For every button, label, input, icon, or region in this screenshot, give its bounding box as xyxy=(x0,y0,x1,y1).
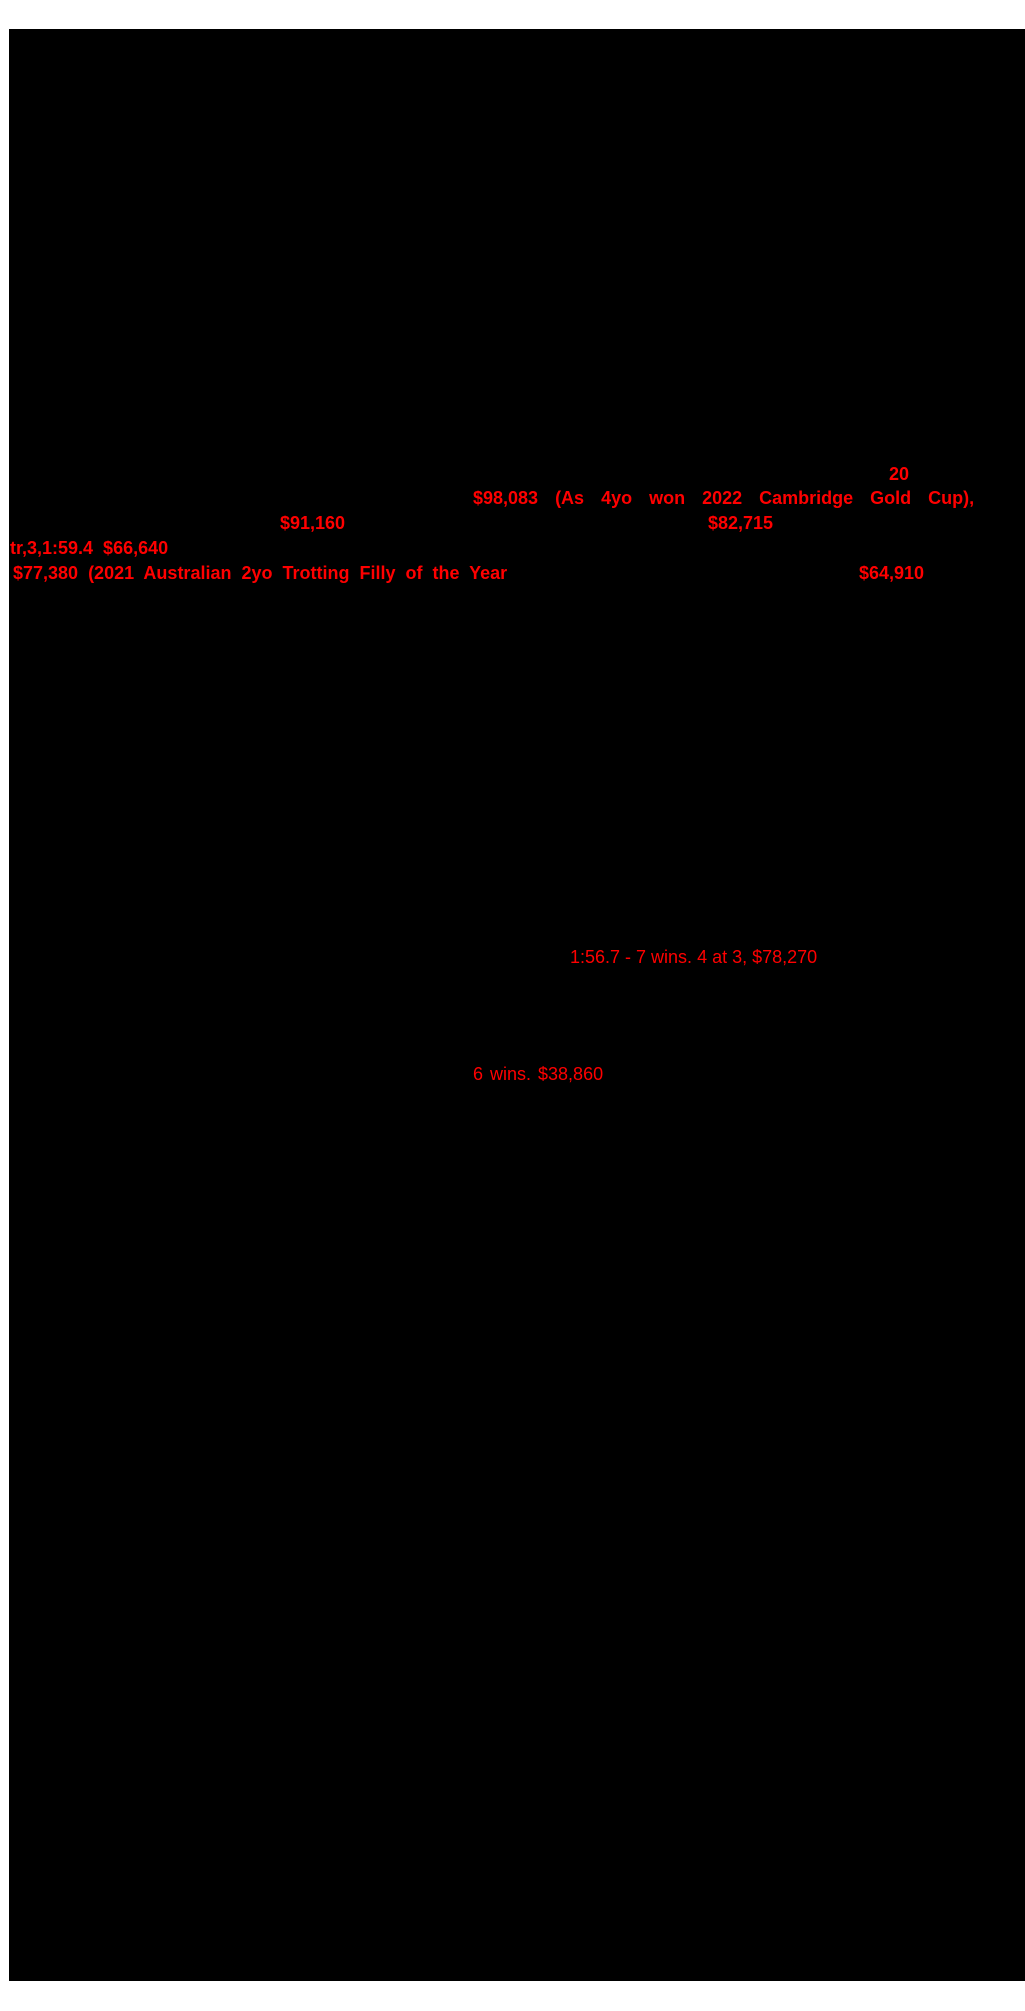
highlight-earnings-77380-trotting-filly-of-year: $77,380 (2021 Australian 2yo Trotting Filly of the Year xyxy=(13,563,508,583)
highlight-record-tr-66640: tr,3,1:59.4 $66,640 xyxy=(10,538,169,558)
highlight-record-6-wins-38860: 6 wins. $38,860 xyxy=(473,1064,604,1084)
pedigree-document-page xyxy=(9,29,1025,1981)
highlight-count-20: 20 xyxy=(889,464,910,484)
highlight-earnings-cambridge-gold-cup: $98,083 (As 4yo won 2022 Cambridge Gold Cup), xyxy=(473,488,975,508)
highlight-earnings-64910: $64,910 xyxy=(859,563,925,583)
highlight-earnings-82715: $82,715 xyxy=(708,513,774,533)
highlight-record-7-wins-78270: 1:56.7 - 7 wins. 4 at 3, $78,270 xyxy=(570,947,818,967)
highlight-earnings-91160: $91,160 xyxy=(280,513,346,533)
